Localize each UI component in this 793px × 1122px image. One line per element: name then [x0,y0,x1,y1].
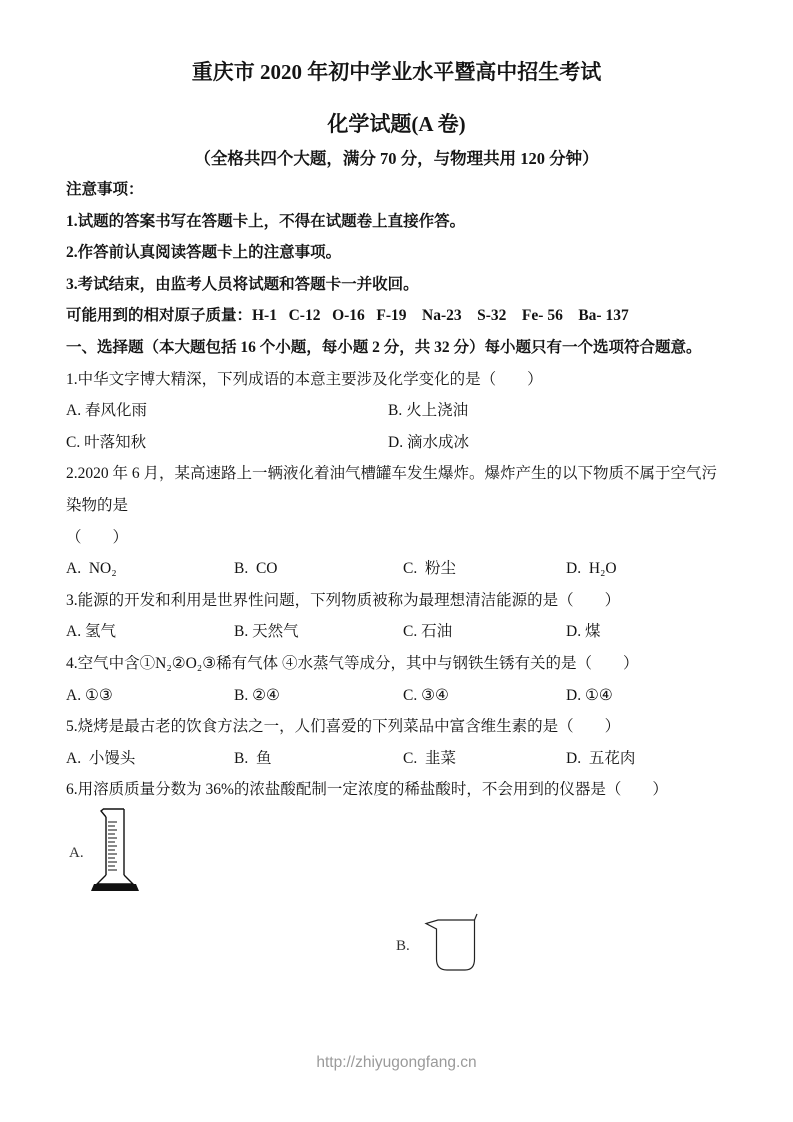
q5-option-c: C. 韭菜 [403,749,456,767]
q4-option-d: D. ①④ [566,686,613,704]
exam-title: 重庆市 2020 年初中学业水平暨高中招生考试 [191,60,602,84]
question-5-text: 5.烧烤是最古老的饮食方法之一，人们喜爱的下列菜品中富含维生素的是（ ） [66,718,621,736]
atomic-masses-line: 可能用到的相对原子质量：H-1 C-12 O-16 F-19 Na-23 S-32 Fe- 56 Ba- 137 [66,307,629,325]
question-2-text: 2.2020 年 6 月，某高速路上一辆液化着油气槽罐车发生爆炸。爆炸产生的以下物质不属于空气污染物的是 [66,465,718,514]
question-2-answer-blank: （ ） [66,528,129,546]
q3-option-a: A. 氢气 [66,623,116,641]
question-6-figures [66,806,727,1006]
question-4-text: 4.空气中含①N₂②O₂③稀有气体 ④水蒸气等成分，其中与钢铁生锈有关的是（ ） [66,654,639,672]
q5-option-d: D. 五花肉 [566,749,636,767]
q5-option-b: B. 鱼 [234,749,272,767]
q1-option-b: B. 火上浇油 [388,402,469,420]
notice-item-3: 3.考试结束，由监考人员将试题和答题卡一并收回。 [66,275,419,293]
question-4-options [66,680,727,712]
question-6-text: 6.用溶质质量分数为 36%的浓盐酸配制一定浓度的稀盐酸时，不会用到的仪器是（ ） [66,781,668,799]
q2-option-b: B. CO [234,560,278,578]
q1-option-a: A. 春风化雨 [66,402,147,420]
question-1-options-row-1 [66,395,727,427]
question-3-options [66,616,727,648]
q4-option-a: A. ①③ [66,686,113,704]
q1-option-c: C. 叶落知秋 [66,433,147,451]
q2-option-a: A. NO₂ [66,560,117,578]
q3-option-c: C. 石油 [403,623,453,641]
exam-subtitle: 化学试题(A 卷) [327,112,466,136]
notice-item-1: 1.试题的答案书写在答题卡上，不得在试题卷上直接作答。 [66,212,466,230]
question-2-options [66,553,727,585]
q2-option-d: D. H₂O [566,560,617,578]
question-1-text: 1.中华文字博大精深，下列成语的本意主要涉及化学变化的是（ ） [66,370,543,388]
notice-item-2: 2.作答前认真阅读答题卡上的注意事项。 [66,244,342,262]
q6-figure-label-b: B. [396,937,410,954]
q5-option-a: A. 小馒头 [66,749,136,767]
q2-option-c: C. 粉尘 [403,560,456,578]
q3-option-b: B. 天然气 [234,623,299,641]
q6-figure-label-a: A. [69,844,84,861]
question-1-options-row-2 [66,427,727,459]
notices-heading: 注意事项： [66,181,144,198]
question-5-options [66,743,727,775]
graduated-cylinder-icon [90,808,140,898]
q4-option-c: C. ③④ [403,686,449,704]
section-1-header: 一、选择题（本大题包括 16 个小题，每小题 2 分，共 32 分）每小题只有一个选项符合题意。 [66,338,702,356]
q4-option-b: B. ②④ [234,686,280,704]
question-3-text: 3.能源的开发和利用是世界性问题，下列物质被称为最理想清洁能源的是（ ） [66,591,621,609]
q1-option-d: D. 滴水成冰 [388,433,469,451]
footer-watermark-url: http://zhiyugongfang.cn [316,1054,477,1071]
q3-option-d: D. 煤 [566,623,601,641]
exam-meta: （全格共四个大题，满分 70 分，与物理共用 120 分钟） [194,149,599,168]
beaker-icon [422,912,480,978]
